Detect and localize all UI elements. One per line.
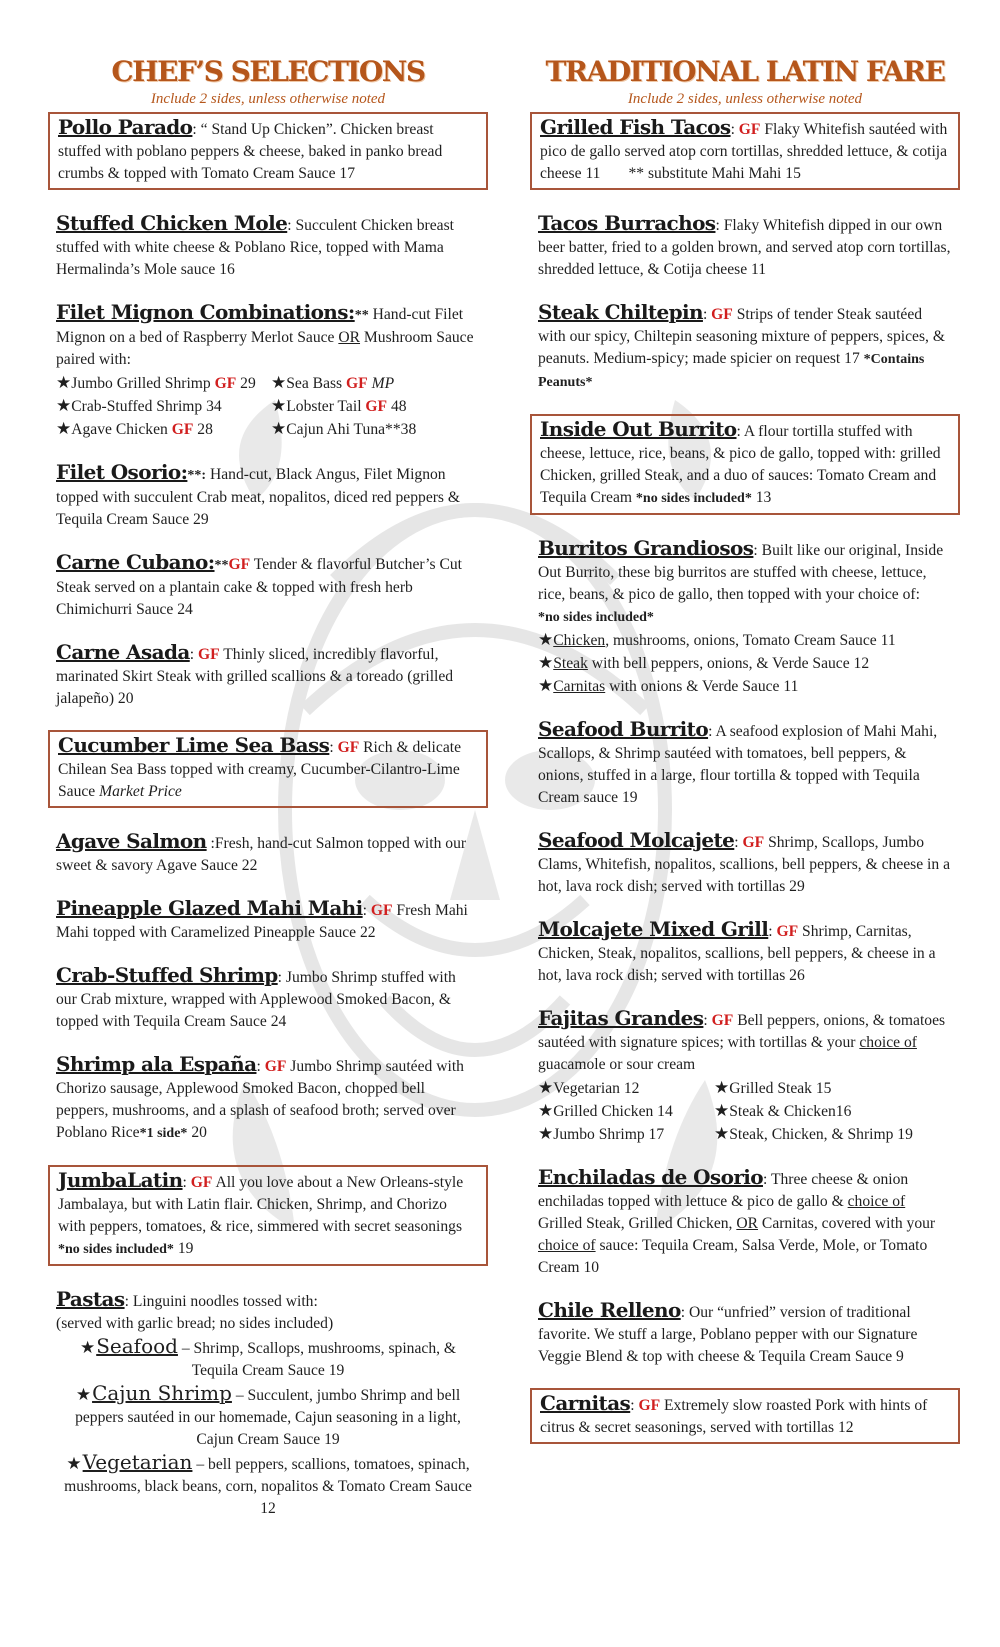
item-name: Grilled Fish Tacos bbox=[540, 115, 731, 139]
item-description: “ Stand Up Chicken”. Chicken breast stuffed with poblano peppers & cheese, baked in panko bread crumbs & topped with Tomato Cream Sauce 17 bbox=[58, 121, 443, 182]
option-label: Grilled Steak 15 bbox=[729, 1080, 832, 1097]
star-icon: ★ bbox=[538, 653, 554, 672]
item-name: Pastas bbox=[56, 1287, 125, 1311]
item-name: Stuffed Chicken Mole bbox=[56, 211, 288, 235]
star-icon: ★ bbox=[56, 419, 72, 438]
star-icon: ★ bbox=[56, 373, 72, 392]
gf-badge: GF bbox=[190, 1174, 213, 1191]
item-name: Crab-Stuffed Shrimp bbox=[56, 963, 278, 987]
item-description: :Fresh, hand-cut Salmon topped with our sweet & savory Agave Sauce 22 bbox=[56, 835, 467, 874]
item-name: Enchiladas de Osorio bbox=[538, 1165, 763, 1189]
menu-item-grilled-fish-tacos bbox=[530, 112, 960, 190]
item-colon: : bbox=[124, 1293, 129, 1310]
traditional-latin-fare-column bbox=[530, 54, 960, 1464]
option-price: 28 bbox=[193, 421, 213, 438]
menu-item-pollo-parado bbox=[48, 112, 488, 190]
item-description: Shrimp, Carnitas, Chicken, Steak, nopalitos, scallions, bell peppers, & cheese in a hot, lava rock dish; served with tortillas 26 bbox=[538, 923, 936, 984]
item-name: Chile Relleno bbox=[538, 1298, 681, 1322]
option-label: Jumbo Grilled Shrimp bbox=[71, 375, 215, 392]
menu-item-pineapple-glazed-mahi-mahi bbox=[48, 897, 488, 944]
option-detail: with bell peppers, onions, & Verde Sauce 12 bbox=[587, 655, 870, 672]
item-description: Jumbo Shrimp stuffed with our Crab mixture, wrapped with Applewood Smoked Bacon, & topped with Tequila Cream Sauce 24 bbox=[56, 969, 456, 1030]
star-icon: ★ bbox=[714, 1101, 730, 1120]
option-label: Lobster Tail bbox=[286, 398, 366, 415]
menu-item-carne-cubano bbox=[48, 551, 488, 621]
item-name: Agave Salmon bbox=[56, 829, 207, 853]
item-colon: : bbox=[182, 1174, 191, 1191]
pasta-option-seafood bbox=[56, 1335, 480, 1382]
gf-badge: GF bbox=[346, 375, 368, 392]
item-or: OR bbox=[338, 329, 361, 346]
pasta-name: Cajun Shrimp bbox=[92, 1381, 232, 1405]
menu-item-cucumber-lime-sea-bass bbox=[48, 730, 488, 808]
item-description: Hand-cut, Black Angus, Filet Mignon topped with succulent Crab meat, nopalitos, diced red peppers & Tequila Cream Sauce 29 bbox=[56, 466, 461, 528]
item-description: Our “unfried” version of traditional favorite. We stuff a large, Poblano pepper with our Signature Veggie Blend & top with cheese & Tequila Cream Sauce 9 bbox=[538, 1304, 918, 1365]
item-price: 19 bbox=[173, 1240, 194, 1257]
option-label: Cajun Ahi Tuna bbox=[286, 421, 386, 438]
menu-item-burritos-grandiosos bbox=[530, 537, 960, 698]
option-item bbox=[538, 1123, 708, 1146]
menu-item-fajitas-grandes bbox=[530, 1007, 960, 1146]
pastas-subnote: (served with garlic bread; no sides included) bbox=[56, 1315, 334, 1332]
gf-badge: GF bbox=[228, 556, 251, 573]
option-label: Crab-Stuffed Shrimp 34 bbox=[71, 398, 222, 415]
item-colon: : bbox=[256, 1058, 265, 1075]
gf-badge: GF bbox=[776, 923, 799, 940]
item-description: Built like our original, Inside Out Burrito, these big burritos are stuffed with cheese, lettuce, rice, beans, & pico de gallo, then topped with your choice of: bbox=[538, 542, 944, 603]
menu-item-inside-out-burrito bbox=[530, 414, 960, 515]
item-colon: : bbox=[702, 306, 712, 323]
item-description: All you love about a New Orleans-style Jambalaya, but with Latin flair. Chicken, Shrimp, and Chorizo with peppers, tomatoes, & rice, simmered with secret seasonings bbox=[58, 1174, 464, 1235]
item-colon: : bbox=[680, 1304, 686, 1321]
option-item bbox=[56, 372, 265, 395]
chefs-selections-column bbox=[48, 54, 488, 1540]
item-description: Succulent Chicken breast stuffed with white cheese & Poblano Rice, topped with Mama Hermalinda’s Mole sauce 16 bbox=[56, 217, 454, 278]
pasta-description: – Succulent, jumbo Shrimp and bell peppers sautéed in our homemade, Cajun seasoning in a light, Cajun Cream Sauce 19 bbox=[75, 1387, 461, 1448]
gf-badge: GF bbox=[638, 1397, 661, 1414]
option-item bbox=[56, 418, 265, 441]
traditional-latin-fare-title: TRADITIONAL LATIN FARE bbox=[545, 55, 945, 88]
gf-badge: GF bbox=[197, 646, 220, 663]
chefs-selections-subtitle: Include 2 sides, unless otherwise noted bbox=[150, 91, 386, 107]
item-colon: : bbox=[277, 969, 286, 986]
burrito-option bbox=[538, 652, 952, 675]
item-description: A flour tortilla stuffed with cheese, lettuce, rice, beans, & pico de gallo, topped with: grilled Chicken, grilled Steak, and a duo of sauces: Tomato Cream and Tequila Cream bbox=[540, 423, 941, 506]
burrito-option bbox=[538, 675, 952, 698]
option-detail: , mushrooms, onions, Tomato Cream Sauce 11 bbox=[605, 632, 896, 649]
star-icon: ★ bbox=[714, 1078, 730, 1097]
menu-item-seafood-molcajete bbox=[530, 829, 960, 898]
gf-badge: GF bbox=[370, 902, 393, 919]
menu-item-carne-asada bbox=[48, 641, 488, 710]
star-icon: ★ bbox=[538, 676, 554, 695]
star-icon: ★ bbox=[538, 1078, 554, 1097]
menu-item-carnitas bbox=[530, 1388, 960, 1444]
star-icon: ★ bbox=[538, 1101, 554, 1120]
option-label: Agave Chicken bbox=[71, 421, 172, 438]
item-name: Tacos Burrachos bbox=[538, 211, 716, 235]
option-item bbox=[538, 1100, 708, 1123]
item-description-2: Mushroom Sauce paired with: bbox=[56, 329, 474, 368]
option-label: Grilled Chicken 14 bbox=[553, 1103, 673, 1120]
item-choice-2: choice of bbox=[538, 1237, 596, 1254]
item-description: Jumbo Shrimp sautéed with Chorizo sausage, Applewood Smoked Bacon, chopped bell peppers, mushrooms, and a splash of seafood broth; served over Poblano Rice bbox=[56, 1058, 464, 1141]
item-description: Rich & delicate Chilean Sea Bass topped with creamy, Cucumber-Cilantro-Lime Sauce bbox=[58, 739, 461, 800]
item-description: Linguini noodles tossed with: bbox=[128, 1293, 318, 1310]
item-colon: : bbox=[736, 423, 741, 440]
item-name: Carne Asada bbox=[56, 640, 190, 664]
option-price: 48 bbox=[387, 398, 407, 415]
menu-item-agave-salmon bbox=[48, 830, 488, 877]
option-label: Vegetarian 12 bbox=[553, 1080, 640, 1097]
item-name: Steak Chiltepin bbox=[538, 300, 703, 324]
item-colon: : bbox=[753, 542, 758, 559]
pasta-name: Vegetarian bbox=[82, 1450, 193, 1474]
item-description-2: guacamole or sour cream bbox=[538, 1056, 696, 1073]
item-name: Inside Out Burrito bbox=[540, 417, 737, 441]
fajita-options bbox=[538, 1077, 952, 1146]
item-note: *no sides included* bbox=[635, 491, 752, 506]
menu-item-pastas bbox=[48, 1288, 488, 1520]
item-name: JumbaLatin bbox=[58, 1168, 183, 1192]
pasta-option-cajun-shrimp bbox=[56, 1382, 480, 1451]
gf-badge: GF bbox=[171, 421, 194, 438]
pasta-description: – bell peppers, scallions, tomatoes, spinach, mushrooms, black beans, corn, nopalitos & Tomato Cream Sauce 12 bbox=[64, 1456, 472, 1517]
menu-item-jumbalatin bbox=[48, 1165, 488, 1266]
item-description: Hand-cut Filet Mignon on a bed of Raspberry Merlot Sauce bbox=[56, 306, 464, 346]
item-description: Thinly sliced, incredibly flavorful, marinated Skirt Steak with grilled scallions & a toreado (grilled jalapeño) 20 bbox=[56, 646, 454, 707]
menu-item-steak-chiltepin bbox=[530, 301, 960, 394]
pasta-option-vegetarian bbox=[56, 1451, 480, 1520]
item-name: Seafood Burrito bbox=[538, 717, 709, 741]
item-description: Tender & flavorful Butcher’s Cut Steak served on a plantain cake & topped with fresh herb Chimichurri Sauce 24 bbox=[56, 556, 463, 618]
gf-badge: GF bbox=[738, 121, 761, 138]
star-icon: ★ bbox=[56, 396, 72, 415]
traditional-latin-fare-subtitle: Include 2 sides, unless otherwise noted bbox=[627, 91, 863, 107]
item-or: OR bbox=[736, 1215, 759, 1232]
item-description: Bell peppers, onions, & tomatoes sautéed with signature spices; with tortillas & your bbox=[538, 1012, 946, 1051]
item-name: Seafood Molcajete bbox=[538, 828, 735, 852]
option-item bbox=[714, 1100, 952, 1123]
menu-item-filet-mignon-combinations bbox=[48, 301, 488, 441]
item-name: Fajitas Grandes bbox=[538, 1006, 704, 1030]
menu-item-molcajete-mixed-grill bbox=[530, 918, 960, 987]
option-item bbox=[271, 372, 480, 395]
gf-badge: GF bbox=[214, 375, 237, 392]
burrito-option bbox=[538, 629, 952, 652]
item-name: Filet Osorio: bbox=[56, 460, 188, 484]
option-protein: Carnitas bbox=[553, 678, 606, 695]
item-name: Carne Cubano: bbox=[56, 550, 215, 574]
item-colon: : bbox=[287, 217, 292, 234]
item-colon: : bbox=[734, 834, 743, 851]
star-icon: ★ bbox=[538, 1124, 554, 1143]
item-colon: : bbox=[763, 1171, 768, 1188]
option-price: **38 bbox=[385, 421, 417, 438]
item-description: Three cheese & onion enchiladas topped with lettuce & pico de gallo & bbox=[538, 1171, 909, 1210]
gf-badge: GF bbox=[742, 834, 765, 851]
item-description-2: Grilled Steak, Grilled Chicken, bbox=[538, 1215, 737, 1232]
item-name: Filet Mignon Combinations: bbox=[56, 300, 355, 324]
item-description: Strips of tender Steak sautéed with our spicy, Chiltepin seasoning mixture of peppers, spices, & peanuts. Medium-spicy; made spicier on request 17 bbox=[538, 306, 945, 367]
menu-item-filet-osorio bbox=[48, 461, 488, 531]
menu-item-shrimp-ala-espana bbox=[48, 1053, 488, 1145]
item-price: Market Price bbox=[99, 783, 182, 800]
menu-item-crab-stuffed-shrimp bbox=[48, 964, 488, 1033]
item-mark: ** bbox=[354, 308, 369, 323]
star-icon: ★ bbox=[75, 1385, 92, 1404]
item-note: *no sides included* bbox=[58, 1242, 174, 1257]
item-description: Extremely slow roasted Pork with hints of citrus & secret seasonings, served with tortillas 12 bbox=[540, 1397, 928, 1436]
item-mark: ** bbox=[214, 558, 229, 573]
pasta-name: Seafood bbox=[96, 1334, 178, 1358]
item-name: Carnitas bbox=[540, 1391, 631, 1415]
item-note: *1 side* bbox=[139, 1126, 188, 1141]
item-note: *no sides included* bbox=[538, 610, 654, 625]
item-description: A seafood explosion of Mahi Mahi, Scallops, & Shrimp sautéed with tomatoes, bell peppers, & onions, stuffed in a large, flour tortilla & topped with Tequila Cream sauce 19 bbox=[538, 723, 938, 806]
item-name: Molcajete Mixed Grill bbox=[538, 917, 769, 941]
gf-badge: GF bbox=[711, 1012, 734, 1029]
item-price: 13 bbox=[751, 489, 772, 506]
option-item bbox=[538, 1077, 708, 1100]
item-name: Shrimp ala España bbox=[56, 1052, 257, 1076]
item-colon: : bbox=[329, 739, 338, 756]
star-icon: ★ bbox=[66, 1454, 82, 1473]
item-colon: : bbox=[362, 902, 371, 919]
item-description: Fresh Mahi Mahi topped with Caramelized Pineapple Sauce 22 bbox=[56, 902, 468, 941]
star-icon: ★ bbox=[79, 1338, 96, 1357]
item-description: Flaky Whitefish sautéed with pico de gallo served atop corn tortillas, shredded lettuce, & cotija cheese 11 bbox=[540, 121, 948, 182]
combination-options bbox=[56, 372, 480, 441]
item-colon: : bbox=[189, 646, 198, 663]
item-colon: : bbox=[715, 217, 720, 234]
menu-item-chile-relleno bbox=[530, 1299, 960, 1368]
item-colon: : bbox=[703, 1012, 712, 1029]
item-note: *Contains Peanuts* bbox=[538, 352, 925, 390]
item-choice: choice of bbox=[859, 1034, 917, 1051]
star-icon: ★ bbox=[271, 419, 287, 438]
item-name: Burritos Grandiosos bbox=[538, 536, 754, 560]
item-colon: : bbox=[768, 923, 777, 940]
item-colon: : bbox=[630, 1397, 639, 1414]
item-name: Pollo Parado bbox=[58, 115, 193, 139]
star-icon: ★ bbox=[714, 1124, 730, 1143]
pasta-description: – Shrimp, Scallops, mushrooms, spinach, & Tequila Cream Sauce 19 bbox=[177, 1340, 457, 1379]
item-colon: : bbox=[192, 121, 197, 138]
gf-badge: GF bbox=[337, 739, 360, 756]
option-label: Jumbo Shrimp 17 bbox=[553, 1126, 665, 1143]
star-icon: ★ bbox=[271, 373, 287, 392]
option-protein: Steak bbox=[553, 655, 588, 672]
gf-badge: GF bbox=[365, 398, 388, 415]
menu-item-tacos-burrachos bbox=[530, 212, 960, 281]
menu-item-enchiladas-de-osorio bbox=[530, 1166, 960, 1279]
menu-item-stuffed-chicken-mole bbox=[48, 212, 488, 281]
option-detail: with onions & Verde Sauce 11 bbox=[605, 678, 799, 695]
item-description: Shrimp, Scallops, Jumbo Clams, Whitefish, nopalitos, scallions, bell peppers, & cheese in a hot, lava rock dish; served with tortillas 29 bbox=[538, 834, 950, 895]
item-price: 20 bbox=[187, 1124, 207, 1141]
option-price: MP bbox=[367, 375, 395, 392]
item-description: Flaky Whitefish dipped in our own beer batter, fried to a golden brown, and served atop corn tortillas, shredded lettuce, & Cotija cheese 11 bbox=[538, 217, 951, 278]
option-item bbox=[56, 395, 265, 418]
option-label: Steak, Chicken, & Shrimp 19 bbox=[729, 1126, 913, 1143]
option-item bbox=[271, 418, 480, 441]
item-description-4: sauce: Tequila Cream, Salsa Verde, Mole, or Tomato Cream 10 bbox=[538, 1237, 928, 1276]
option-label: Steak & Chicken16 bbox=[729, 1103, 852, 1120]
star-icon: ★ bbox=[271, 396, 287, 415]
option-price: 29 bbox=[236, 375, 256, 392]
option-item bbox=[714, 1123, 952, 1146]
chefs-selections-title: CHEF’S SELECTIONS bbox=[111, 55, 425, 88]
item-mark: **: bbox=[187, 468, 207, 483]
item-name: Cucumber Lime Sea Bass bbox=[58, 733, 330, 757]
item-colon: : bbox=[730, 121, 739, 138]
gf-badge: GF bbox=[711, 306, 733, 323]
gf-badge: GF bbox=[264, 1058, 287, 1075]
menu-item-seafood-burrito bbox=[530, 718, 960, 809]
item-description-3: Carnitas, covered with your bbox=[758, 1215, 936, 1232]
star-icon: ★ bbox=[538, 630, 554, 649]
option-item bbox=[271, 395, 480, 418]
option-protein: Chicken bbox=[553, 632, 606, 649]
option-label: Sea Bass bbox=[286, 375, 347, 392]
option-item bbox=[714, 1077, 952, 1100]
item-name: Pineapple Glazed Mahi Mahi bbox=[56, 896, 363, 920]
item-substitute-note: ** substitute Mahi Mahi 15 bbox=[628, 165, 801, 182]
item-choice: choice of bbox=[847, 1193, 906, 1210]
item-colon: : bbox=[708, 723, 713, 740]
